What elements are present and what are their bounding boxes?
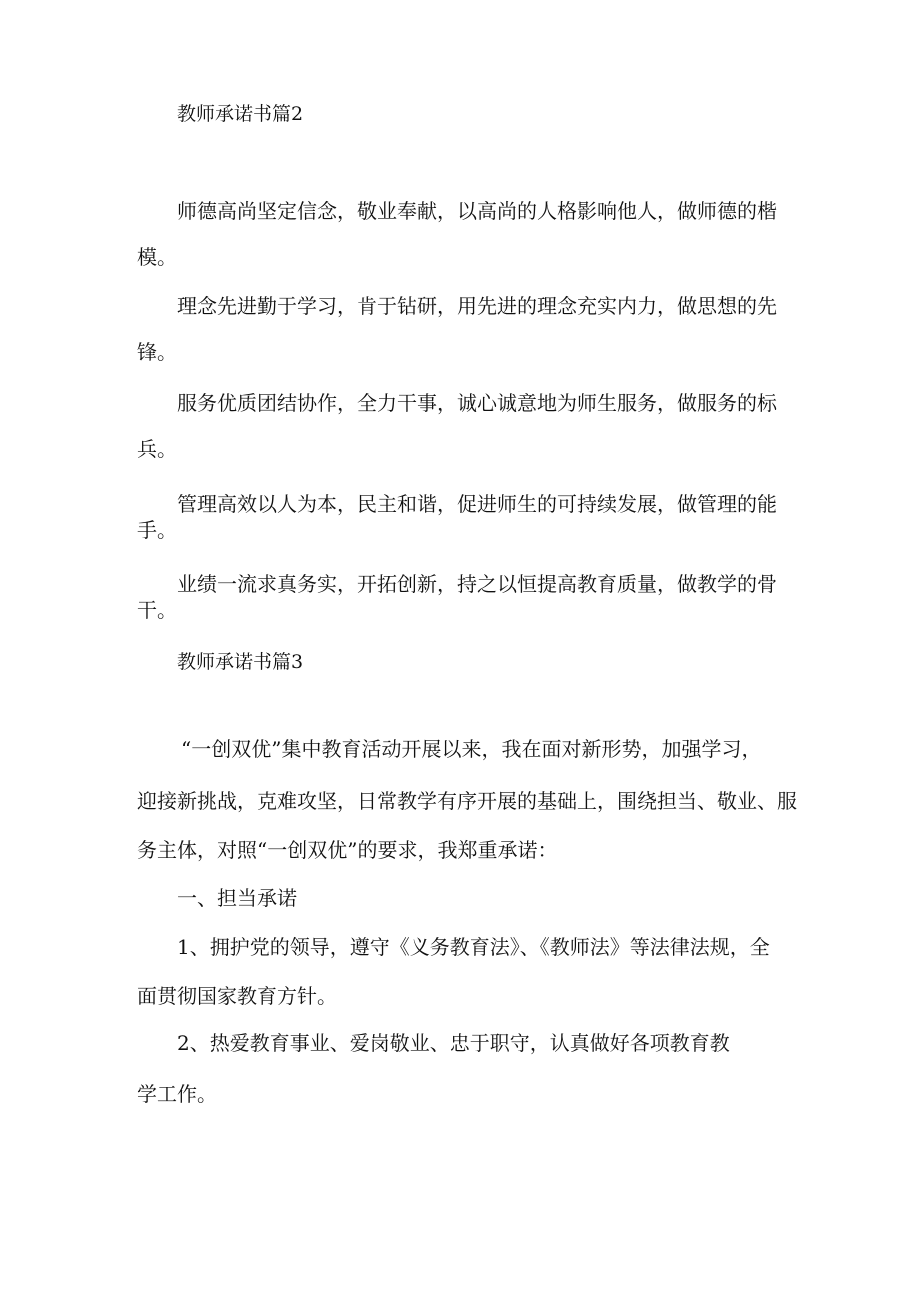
paragraph-line: 迎接新挑战，克难攻坚，日常教学有序开展的基础上，围绕担当、敬业、服 [137,789,797,813]
paragraph-line: 师德高尚坚定信念，敬业奉献，以高尚的人格影响他人，做师德的楷 [177,199,777,223]
list-item-line: 学工作。 [137,1082,217,1106]
paragraph-line: 兵。 [137,437,177,461]
list-item-line: 面贯彻国家教育方针。 [137,984,337,1008]
section-heading: 教师承诺书篇2 [177,103,304,125]
paragraph-line: “一创双优”集中教育活动开展以来，我在面对新形势，加强学习， [181,737,762,761]
section-heading: 教师承诺书篇3 [177,651,304,673]
list-item-line: 1、拥护党的领导，遵守《义务教育法》、《教师法》等法律法规，全 [177,935,770,959]
paragraph-line: 务主体，对照“一创双优”的要求，我郑重承诺： [137,838,558,862]
paragraph-line: 干。 [137,598,177,622]
paragraph-line: 模。 [137,245,177,269]
paragraph-line: 管理高效以人为本，民主和谐，促进师生的可持续发展，做管理的能 [177,492,777,516]
subheading: 一、担当承诺 [177,886,297,910]
list-item-line: 2、热爱教育事业、爱岗敬业、忠于职守，认真做好各项教育教 [177,1031,730,1055]
paragraph-line: 锋。 [137,340,177,364]
paragraph-line: 业绩一流求真务实，开拓创新，持之以恒提高教育质量，做教学的骨 [177,572,777,596]
paragraph-line: 理念先进勤于学习，肯于钻研，用先进的理念充实内力，做思想的先 [177,294,777,318]
paragraph-line: 手。 [137,518,177,542]
paragraph-line: 服务优质团结协作，全力干事，诚心诚意地为师生服务，做服务的标 [177,391,777,415]
